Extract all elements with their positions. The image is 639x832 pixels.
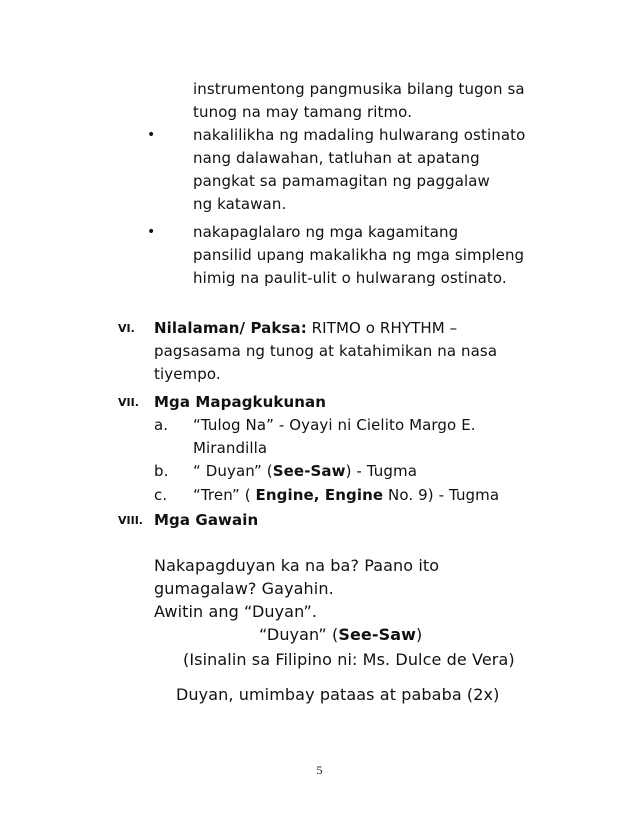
section-numeral: VIII. [118, 514, 143, 527]
bullet-text-line: nakapaglalaro ng mga kagamitang [193, 223, 459, 241]
section-heading: Mga Gawain [154, 511, 259, 529]
list-letter: c. [154, 486, 168, 504]
song-translation-credit: (Isinalin sa Filipino ni: Ms. Dulce de Vera) [183, 650, 515, 669]
list-letter: a. [154, 416, 169, 434]
bullet-text-line: pansilid upang makalikha ng mga simpleng [193, 246, 525, 264]
song-title: “Duyan” (See-Saw) [259, 625, 423, 644]
bullet-text-line: nakalilikha ng madaling hulwarang ostinato [193, 126, 526, 144]
bullet-text-line: pangkat sa pamamagitan ng paggalaw [193, 172, 490, 190]
list-item-text: “ Duyan” (See-Saw) - Tugma [193, 462, 418, 480]
bullet-text-line: ng katawan. [193, 195, 287, 213]
section-heading: Nilalaman/ Paksa: [154, 319, 307, 337]
bullet-text-line: himig na paulit-ulit o hulwarang ostinato. [193, 269, 507, 287]
body-text-line: gumagalaw? Gayahin. [154, 579, 334, 598]
page-number: 5 [316, 763, 323, 777]
section-numeral: VII. [118, 396, 139, 409]
list-item-text: Mirandilla [193, 439, 268, 457]
list-item-text: “Tren” ( Engine, Engine No. 9) - Tugma [193, 486, 500, 504]
bullet-text-line: nang dalawahan, tatluhan at apatang [193, 149, 480, 167]
list-letter: b. [154, 462, 169, 480]
body-text-line: instrumentong pangmusika bilang tugon sa [193, 80, 525, 98]
body-text-line: tunog na may tamang ritmo. [193, 103, 413, 121]
bullet-icon: • [147, 127, 156, 143]
bullet-icon: • [147, 224, 156, 240]
body-text-line: tiyempo. [154, 365, 221, 383]
section-vi-line [154, 317, 457, 339]
body-text-line: Nakapagduyan ka na ba? Paano ito [154, 556, 440, 575]
section-text: RITMO o RHYTHM – [306, 319, 458, 337]
section-numeral: VI. [118, 322, 135, 335]
body-text-line: Awitin ang “Duyan”. [154, 602, 318, 621]
body-text-line: pagsasama ng tunog at katahimikan na nasa [154, 342, 498, 360]
song-lyric: Duyan, umimbay pataas at pababa (2x) [176, 685, 500, 704]
list-item-text: “Tulog Na” - Oyayi ni Cielito Margo E. [193, 416, 476, 434]
section-heading: Mga Mapagkukunan [154, 393, 327, 411]
